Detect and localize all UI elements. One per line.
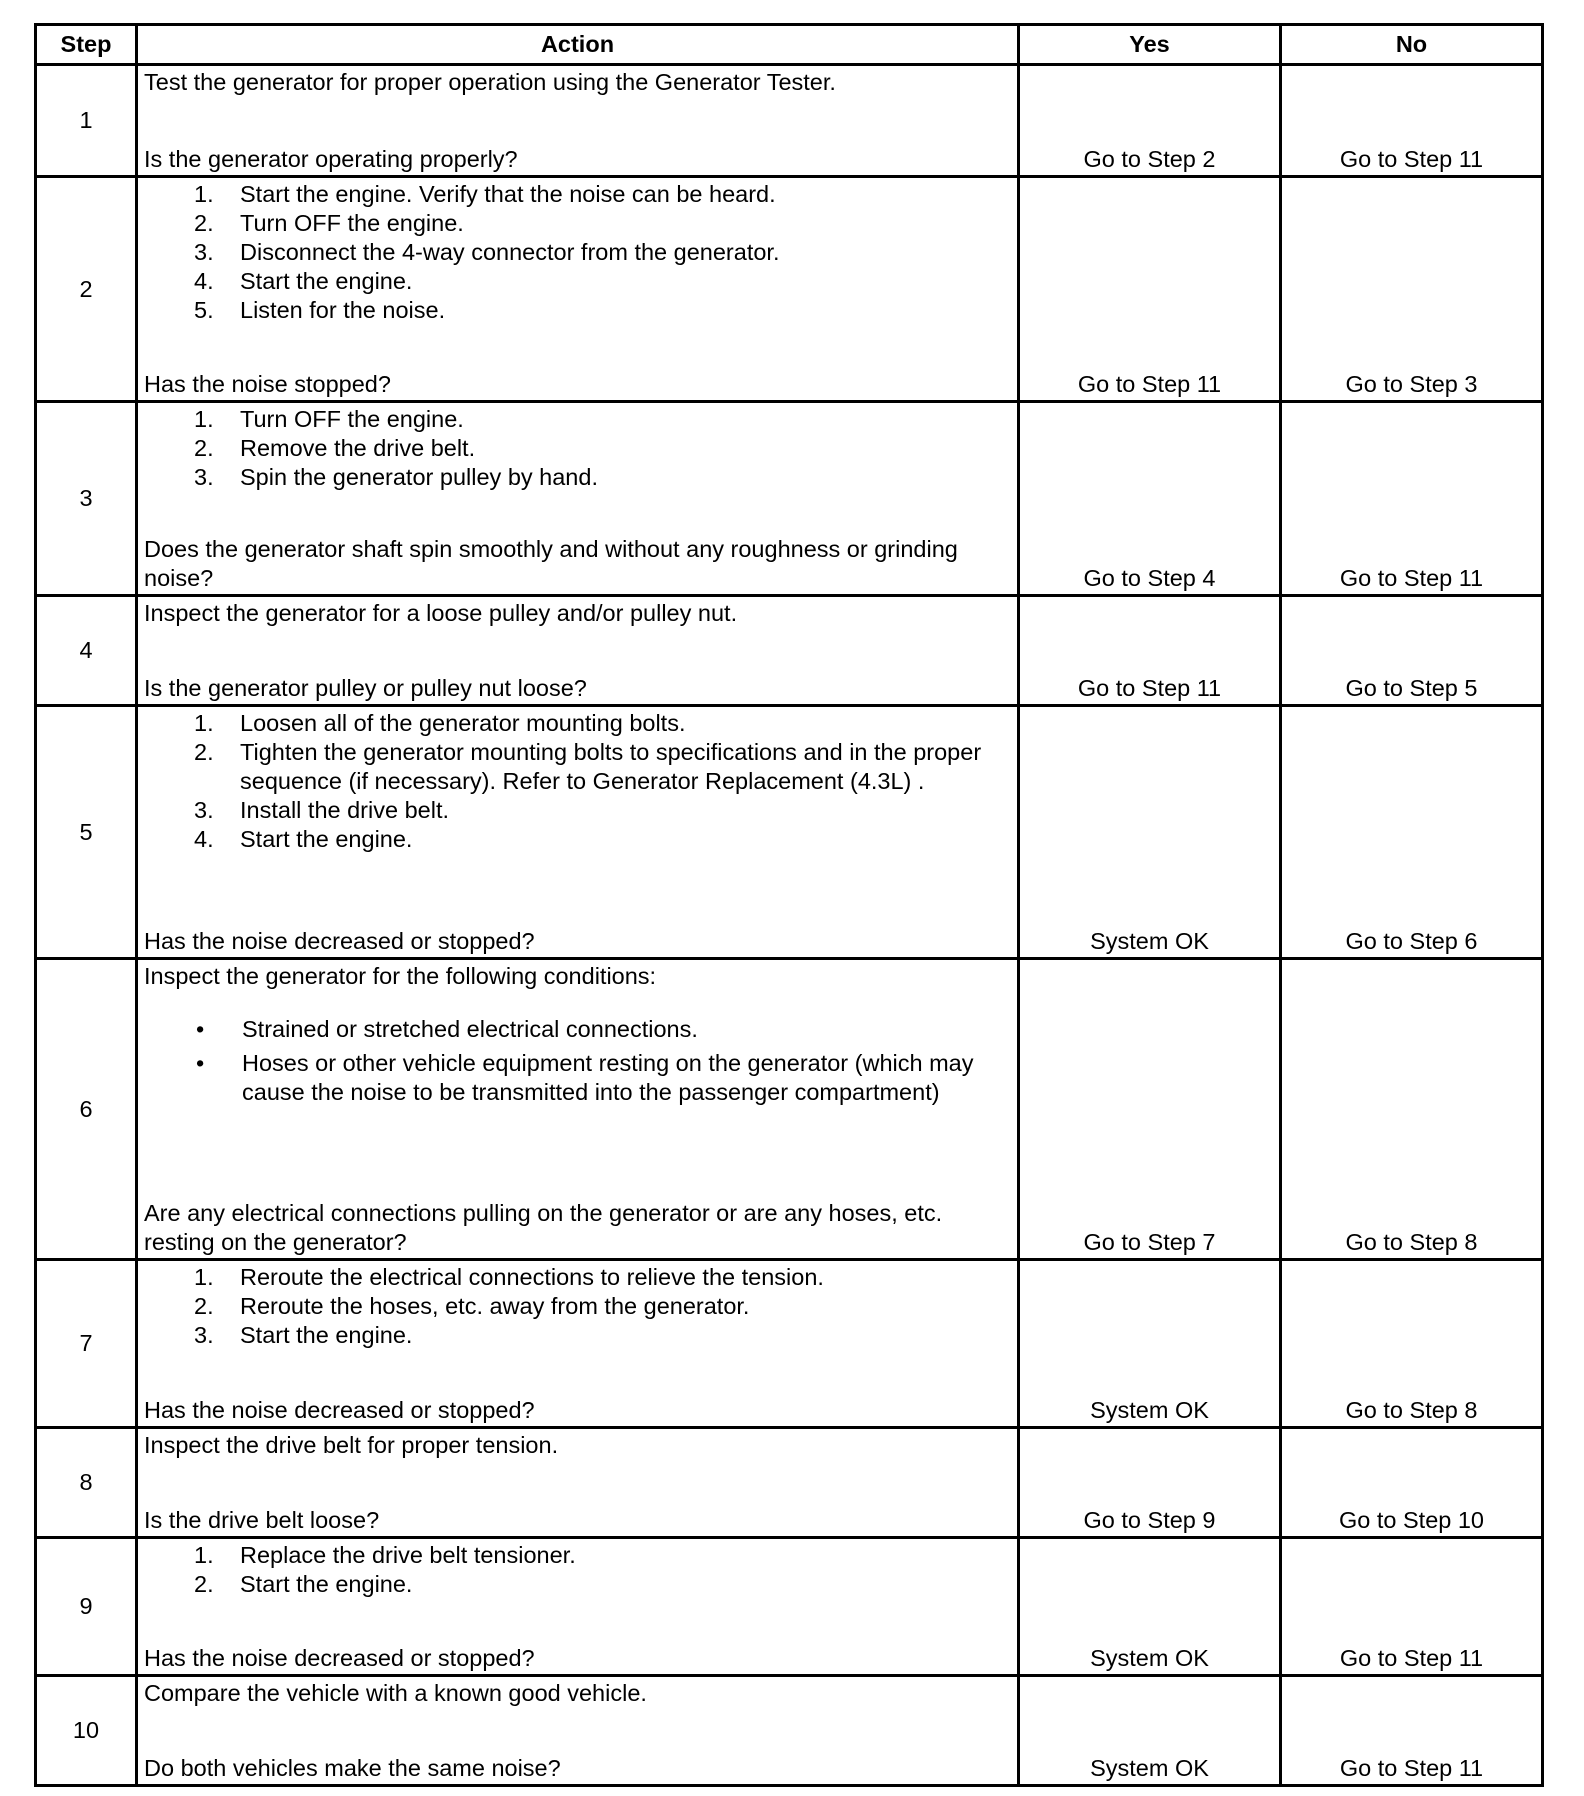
action-cell [137, 1538, 1019, 1676]
no-result: Go to Step 5 [1281, 596, 1543, 706]
no-result: Go to Step 11 [1281, 65, 1543, 177]
list-item [144, 796, 1013, 825]
list-number: 1. [194, 181, 214, 207]
header-action: Action [137, 25, 1019, 65]
yes-result: System OK [1019, 1260, 1281, 1428]
list-number: 2. [194, 1571, 214, 1597]
list-item [144, 180, 1013, 209]
action-cell [137, 1676, 1019, 1786]
step-number: 8 [36, 1428, 137, 1538]
list-item [144, 209, 1013, 238]
list-number: 3. [194, 464, 214, 490]
step-number: 2 [36, 177, 137, 402]
list-number: 2. [194, 435, 214, 461]
header-no: No [1281, 25, 1543, 65]
list-item-text: Listen for the noise. [240, 297, 446, 323]
list-number: 3. [194, 239, 214, 265]
yes-result: Go to Step 11 [1019, 596, 1281, 706]
list-number: 1. [194, 1542, 214, 1568]
list-item [144, 1570, 1013, 1599]
action-instruction: Inspect the generator for a loose pulley and/or pulley nut. [144, 600, 738, 626]
action-instruction: Compare the vehicle with a known good vehicle. [144, 1680, 647, 1706]
action-question: Does the generator shaft spin smoothly and without any roughness or grinding noise? [144, 536, 958, 591]
action-cell [137, 402, 1019, 596]
list-item-text: Turn OFF the engine. [240, 406, 464, 432]
table-row [36, 402, 1543, 596]
no-result: Go to Step 8 [1281, 959, 1543, 1260]
list-number: 3. [194, 1322, 214, 1348]
step-number: 9 [36, 1538, 137, 1676]
list-number: 1. [194, 1264, 214, 1290]
action-cell [137, 65, 1019, 177]
list-item-text: Loosen all of the generator mounting bolts. [240, 710, 686, 736]
list-number: 1. [194, 406, 214, 432]
table-row [36, 1260, 1543, 1428]
no-result: Go to Step 11 [1281, 402, 1543, 596]
action-cell [137, 1260, 1019, 1428]
list-item-text: Start the engine. [240, 1322, 413, 1348]
table-row [36, 177, 1543, 402]
list-number: 2. [194, 739, 214, 765]
list-item [144, 1263, 1013, 1292]
yes-result: System OK [1019, 1676, 1281, 1786]
list-number: 2. [194, 210, 214, 236]
step-number: 3 [36, 402, 137, 596]
step-number: 5 [36, 706, 137, 959]
list-item [144, 267, 1013, 296]
action-cell [137, 959, 1019, 1260]
list-item-text: Hoses or other vehicle equipment resting on the generator (which may cause the noise to be transmitted into the passenger compartment) [242, 1050, 974, 1105]
list-item-text: Start the engine. [240, 826, 413, 852]
action-question: Is the generator operating properly? [144, 146, 518, 172]
list-item [144, 1321, 1013, 1350]
list-item-text: Strained or stretched electrical connections. [242, 1016, 698, 1042]
action-question: Has the noise decreased or stopped? [144, 1397, 535, 1423]
diagnostic-table [34, 23, 1544, 1787]
no-result: Go to Step 11 [1281, 1676, 1543, 1786]
list-item-text: Spin the generator pulley by hand. [240, 464, 598, 490]
action-question: Has the noise stopped? [144, 371, 391, 397]
list-item-text: Reroute the hoses, etc. away from the generator. [240, 1293, 750, 1319]
action-cell [137, 1428, 1019, 1538]
list-item-text: Install the drive belt. [240, 797, 449, 823]
list-item [144, 1541, 1013, 1570]
bullet-icon: • [196, 1050, 205, 1076]
list-item [144, 1015, 1013, 1044]
list-item-text: Start the engine. [240, 1571, 413, 1597]
step-number: 7 [36, 1260, 137, 1428]
table-row [36, 959, 1543, 1260]
list-item [144, 463, 1013, 492]
list-item-text: Turn OFF the engine. [240, 210, 464, 236]
step-number: 4 [36, 596, 137, 706]
list-item [144, 1292, 1013, 1321]
step-number: 1 [36, 65, 137, 177]
table-row [36, 706, 1543, 959]
numbered-steps [144, 709, 1013, 854]
list-item-text: Disconnect the 4-way connector from the generator. [240, 239, 780, 265]
list-item [144, 238, 1013, 267]
action-instruction: Inspect the drive belt for proper tension. [144, 1432, 559, 1458]
action-cell [137, 596, 1019, 706]
list-item [144, 709, 1013, 738]
table-row [36, 596, 1543, 706]
list-number: 3. [194, 797, 214, 823]
list-item-text: Remove the drive belt. [240, 435, 476, 461]
list-item-text: Replace the drive belt tensioner. [240, 1542, 576, 1568]
action-cell [137, 706, 1019, 959]
action-question: Do both vehicles make the same noise? [144, 1755, 561, 1781]
table-row [36, 65, 1543, 177]
no-result: Go to Step 3 [1281, 177, 1543, 402]
list-item-text: Tighten the generator mounting bolts to specifications and in the proper sequence (if necessary). Refer to Generator Replacement (4.3L) . [240, 739, 982, 794]
list-number: 5. [194, 297, 214, 323]
table-row [36, 1538, 1543, 1676]
list-number: 4. [194, 268, 214, 294]
table-row [36, 1428, 1543, 1538]
list-item [144, 296, 1013, 325]
yes-result: Go to Step 9 [1019, 1428, 1281, 1538]
numbered-steps [144, 405, 1013, 492]
action-question: Has the noise decreased or stopped? [144, 1645, 535, 1671]
list-item [144, 434, 1013, 463]
yes-result: Go to Step 7 [1019, 959, 1281, 1260]
list-number: 4. [194, 826, 214, 852]
no-result: Go to Step 8 [1281, 1260, 1543, 1428]
no-result: Go to Step 6 [1281, 706, 1543, 959]
header-yes: Yes [1019, 25, 1281, 65]
numbered-steps [144, 1263, 1013, 1350]
action-cell [137, 177, 1019, 402]
step-number: 6 [36, 959, 137, 1260]
action-question: Is the drive belt loose? [144, 1507, 380, 1533]
numbered-steps [144, 1541, 1013, 1599]
bullet-list [144, 1015, 1013, 1112]
list-item [144, 825, 1013, 854]
no-result: Go to Step 11 [1281, 1538, 1543, 1676]
numbered-steps [144, 180, 1013, 325]
action-question: Are any electrical connections pulling on the generator or are any hoses, etc. resting on the generator? [144, 1200, 943, 1255]
no-result: Go to Step 10 [1281, 1428, 1543, 1538]
list-item-text: Start the engine. Verify that the noise can be heard. [240, 181, 776, 207]
action-instruction: Test the generator for proper operation using the Generator Tester. [144, 69, 836, 95]
yes-result: Go to Step 11 [1019, 177, 1281, 402]
list-number: 1. [194, 710, 214, 736]
yes-result: Go to Step 4 [1019, 402, 1281, 596]
table-row [36, 1676, 1543, 1786]
yes-result: System OK [1019, 1538, 1281, 1676]
yes-result: System OK [1019, 706, 1281, 959]
list-number: 2. [194, 1293, 214, 1319]
yes-result: Go to Step 2 [1019, 65, 1281, 177]
action-instruction: Inspect the generator for the following conditions: [144, 963, 657, 989]
action-question: Has the noise decreased or stopped? [144, 928, 535, 954]
bullet-icon: • [196, 1016, 205, 1042]
step-number: 10 [36, 1676, 137, 1786]
header-row [36, 25, 1543, 65]
list-item [144, 1049, 1013, 1107]
header-step: Step [36, 25, 137, 65]
list-item-text: Reroute the electrical connections to relieve the tension. [240, 1264, 824, 1290]
action-question: Is the generator pulley or pulley nut loose? [144, 675, 587, 701]
list-item [144, 738, 1013, 796]
list-item-text: Start the engine. [240, 268, 413, 294]
list-item [144, 405, 1013, 434]
